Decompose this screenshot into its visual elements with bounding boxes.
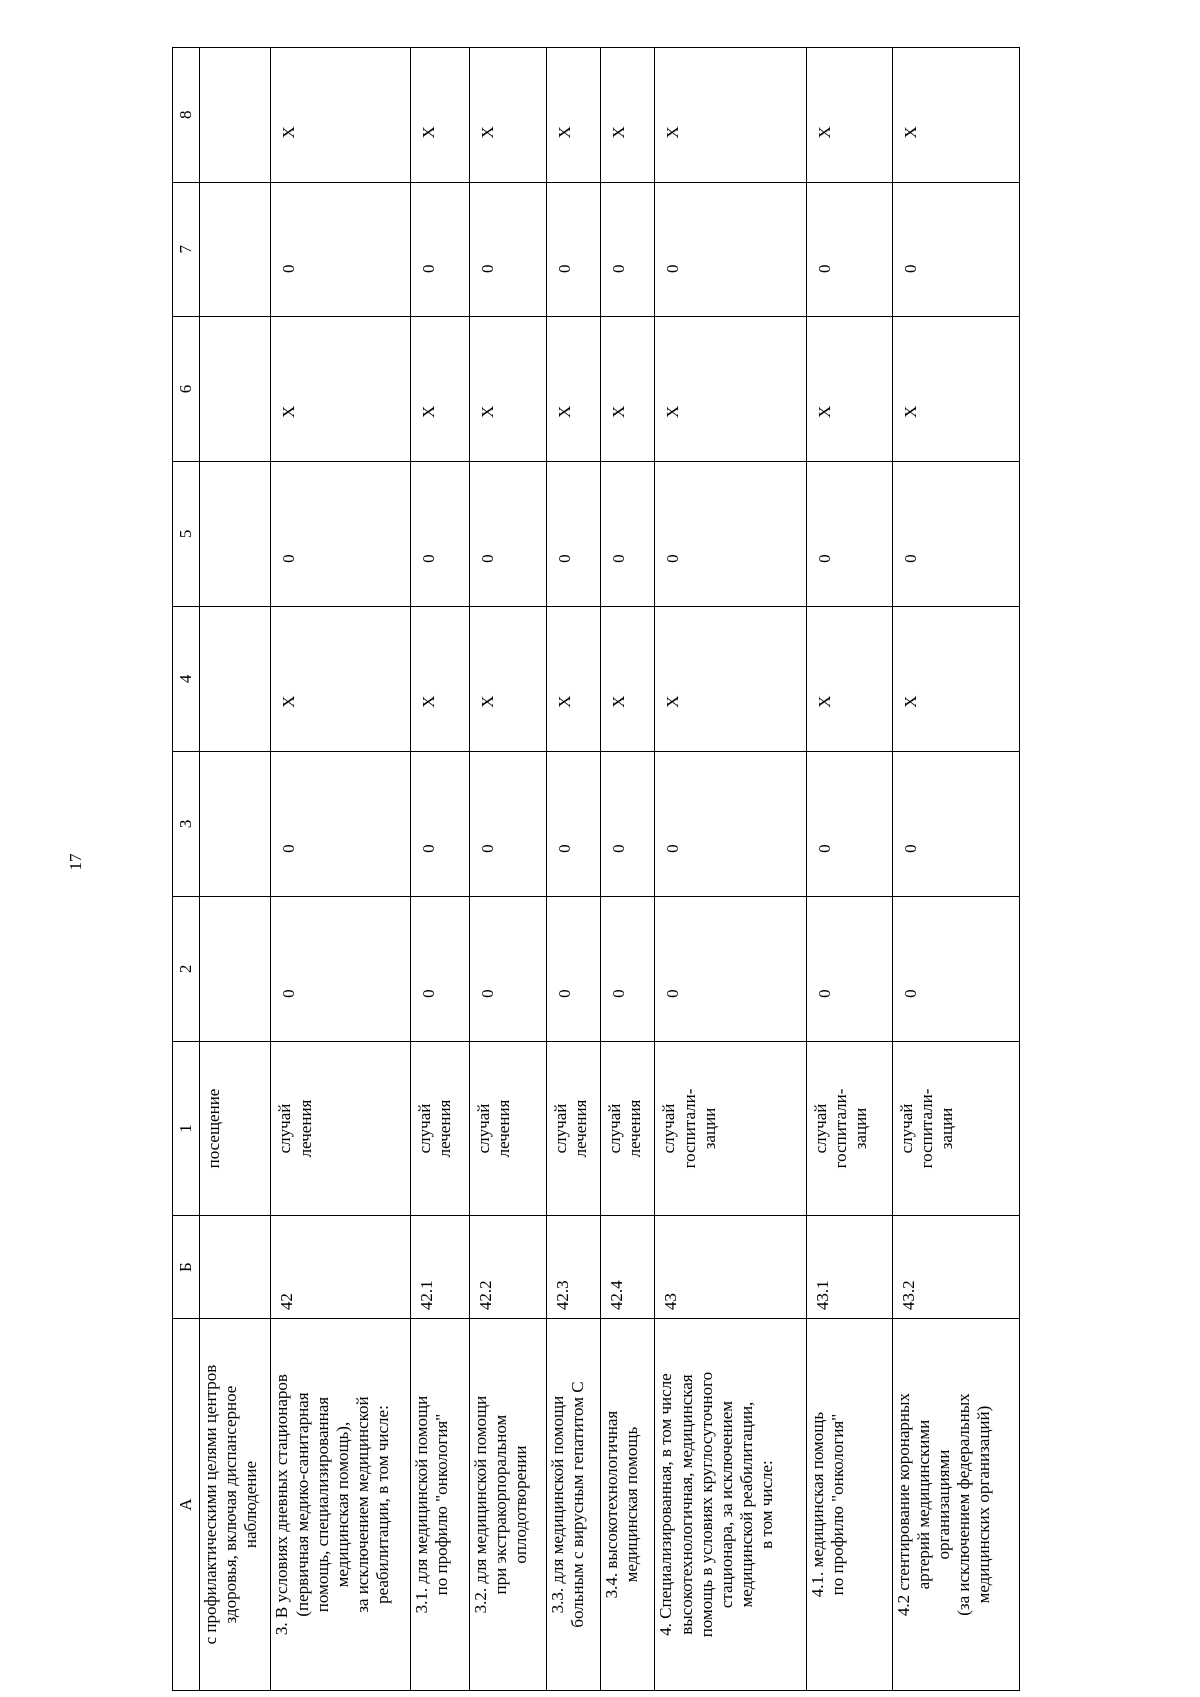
cell-col-8 [200,48,271,183]
cell-col-7: 0 [546,182,600,316]
header-cell-5: 5 [173,461,200,606]
page-number: 17 [66,853,85,871]
table-row [271,48,411,1691]
cell-col-3: 0 [893,751,1020,896]
cell-col-2 [200,896,271,1041]
header-cell-6: 6 [173,316,200,461]
table-row [200,48,271,1691]
cell-col-8: Х [271,48,411,183]
header-cell-4: 4 [173,606,200,751]
rotated-table-container [172,47,1020,1691]
cell-col-5: 0 [469,461,546,606]
cell-col-6: Х [271,316,411,461]
cell-col-5: 0 [893,461,1020,606]
cell-col-4: Х [271,606,411,751]
cell-col-4: Х [807,606,893,751]
cell-col-3: 0 [469,751,546,896]
cell-col-8: Х [546,48,600,183]
cell-col-8: Х [893,48,1020,183]
table-row [893,48,1020,1691]
cell-col-3 [200,751,271,896]
header-cell-8: 8 [173,48,200,183]
cell-col-5: 0 [546,461,600,606]
cell-col-2: 0 [469,896,546,1041]
table-body [200,48,1020,1691]
cell-unit: случай госпитали- зации [893,1041,1020,1215]
cell-row-code: 42.1 [411,1216,470,1319]
cell-col-7: 0 [411,182,470,316]
cell-col-7: 0 [601,182,655,316]
cell-row-code: 43.1 [807,1216,893,1319]
cell-col-3: 0 [601,751,655,896]
cell-row-code: 42.4 [601,1216,655,1319]
cell-col-3: 0 [546,751,600,896]
cell-col-4 [200,606,271,751]
cell-description: 4. Специализированная, в том числе высокотехнологичная, медицинская помощь в условиях круглосуточного стационара, за исключением медицинской реабилитации, в том числе: [655,1319,807,1691]
medical-care-volume-table [172,47,1020,1691]
cell-col-4: Х [469,606,546,751]
cell-col-7: 0 [807,182,893,316]
cell-col-7: 0 [893,182,1020,316]
cell-col-6: Х [893,316,1020,461]
cell-description: с профилактическими целями центров здоровья, включая диспансерное наблюдение [200,1319,271,1691]
table-row [469,48,546,1691]
header-cell-7: 7 [173,182,200,316]
cell-col-8: Х [411,48,470,183]
header-cell-a: А [173,1319,200,1691]
header-cell-1: 1 [173,1041,200,1215]
cell-col-6: Х [601,316,655,461]
cell-col-6: Х [411,316,470,461]
header-cell-2: 2 [173,896,200,1041]
header-cell-3: 3 [173,751,200,896]
cell-col-3: 0 [807,751,893,896]
table-row [807,48,893,1691]
cell-col-3: 0 [655,751,807,896]
cell-col-2: 0 [546,896,600,1041]
cell-col-5: 0 [807,461,893,606]
cell-description: 3. В условиях дневных стационаров (первичная медико-санитарная помощь, специализированная медицинская помощь), за исключением медицинской реабилитации, в том числе: [271,1319,411,1691]
cell-row-code [200,1216,271,1319]
table-header-row [173,48,200,1691]
cell-col-7 [200,182,271,316]
cell-row-code: 42.2 [469,1216,546,1319]
cell-col-2: 0 [271,896,411,1041]
cell-col-5: 0 [271,461,411,606]
cell-description: 3.4. высокотехнологичная медицинская помощь [601,1319,655,1691]
cell-description: 3.3. для медицинской помощи больным с вирусным гепатитом С [546,1319,600,1691]
cell-description: 4.2 стентирование коронарных артерий медицинскими организациями (за исключением федеральных медицинских организаций) [893,1319,1020,1691]
cell-col-5: 0 [655,461,807,606]
cell-col-3: 0 [271,751,411,896]
cell-unit: посещение [200,1041,271,1215]
cell-col-6: Х [807,316,893,461]
cell-col-5: 0 [601,461,655,606]
cell-col-4: Х [601,606,655,751]
cell-col-6: Х [469,316,546,461]
cell-col-2: 0 [601,896,655,1041]
cell-col-4: Х [893,606,1020,751]
table-row [411,48,470,1691]
cell-col-5: 0 [411,461,470,606]
cell-col-6 [200,316,271,461]
cell-row-code: 42.3 [546,1216,600,1319]
table-row [655,48,807,1691]
cell-col-2: 0 [411,896,470,1041]
cell-unit: случай госпитали- зации [655,1041,807,1215]
table-row [601,48,655,1691]
cell-col-2: 0 [655,896,807,1041]
cell-unit: случай лечения [271,1041,411,1215]
cell-col-8: Х [469,48,546,183]
cell-row-code: 43 [655,1216,807,1319]
cell-col-2: 0 [893,896,1020,1041]
cell-row-code: 43.2 [893,1216,1020,1319]
cell-col-4: Х [546,606,600,751]
cell-col-2: 0 [807,896,893,1041]
cell-col-7: 0 [655,182,807,316]
cell-col-4: Х [655,606,807,751]
cell-unit: случай лечения [601,1041,655,1215]
cell-col-6: Х [655,316,807,461]
cell-col-8: Х [601,48,655,183]
cell-description: 4.1. медицинская помощь по профилю "онкология" [807,1319,893,1691]
table-row [546,48,600,1691]
cell-col-3: 0 [411,751,470,896]
cell-col-7: 0 [469,182,546,316]
cell-row-code: 42 [271,1216,411,1319]
cell-description: 3.2. для медицинской помощи при экстракорпоральном оплодотворении [469,1319,546,1691]
cell-unit: случай лечения [546,1041,600,1215]
cell-col-5 [200,461,271,606]
cell-col-6: Х [546,316,600,461]
cell-unit: случай лечения [469,1041,546,1215]
cell-col-8: Х [655,48,807,183]
cell-description: 3.1. для медицинской помощи по профилю "онкология" [411,1319,470,1691]
header-cell-b: Б [173,1216,200,1319]
cell-col-4: Х [411,606,470,751]
cell-col-8: Х [807,48,893,183]
cell-unit: случай лечения [411,1041,470,1215]
cell-unit: случай госпитали- зации [807,1041,893,1215]
cell-col-7: 0 [271,182,411,316]
